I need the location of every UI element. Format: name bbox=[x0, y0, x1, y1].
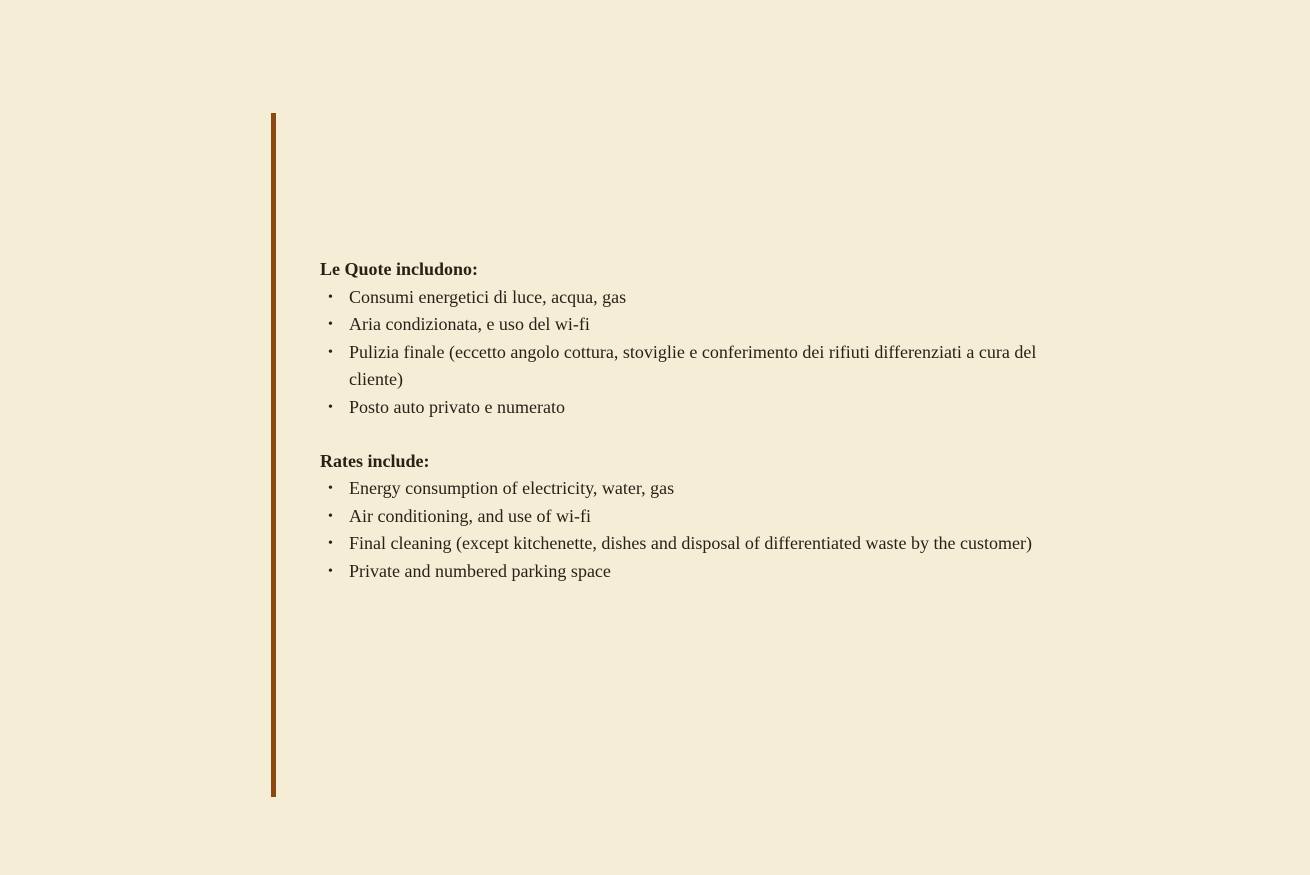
italian-items-list bbox=[320, 284, 1140, 422]
bullet-icon: • bbox=[328, 563, 333, 579]
bullet-icon: • bbox=[328, 508, 333, 524]
list-item bbox=[320, 558, 1140, 586]
accent-bar bbox=[271, 113, 276, 797]
bullet-icon: • bbox=[328, 481, 333, 497]
list-item bbox=[320, 475, 1140, 503]
english-section-title: Rates include: bbox=[320, 450, 430, 471]
list-item bbox=[320, 311, 1140, 339]
list-item-text: Final cleaning (except kitchenette, dishes and disposal of differentiated waste by the customer) bbox=[349, 533, 1032, 554]
list-item bbox=[320, 530, 1129, 558]
bullet-icon: • bbox=[328, 317, 333, 333]
english-items-list bbox=[320, 475, 1140, 585]
rates-content bbox=[320, 256, 1140, 586]
list-item-text: Aria condizionata, e uso del wi-fi bbox=[349, 314, 590, 335]
bullet-icon: • bbox=[328, 399, 333, 415]
list-item-text: Pulizia finale (eccetto angolo cottura, stoviglie e conferimento dei rifiuti differenziati a cura del cliente) bbox=[349, 341, 1037, 390]
list-item-text: Air conditioning, and use of wi-fi bbox=[349, 505, 591, 526]
bullet-icon: • bbox=[328, 536, 333, 552]
list-item-text: Private and numbered parking space bbox=[349, 560, 611, 581]
list-item bbox=[320, 503, 1140, 531]
section-spacer bbox=[320, 422, 1140, 448]
list-item bbox=[320, 284, 1140, 312]
list-item bbox=[320, 339, 1049, 394]
list-item bbox=[320, 394, 1140, 422]
bullet-icon: • bbox=[328, 289, 333, 305]
list-item-text: Consumi energetici di luce, acqua, gas bbox=[349, 286, 627, 307]
bullet-icon: • bbox=[328, 344, 333, 360]
list-item-text: Posto auto privato e numerato bbox=[349, 396, 565, 417]
list-item-text: Energy consumption of electricity, water, gas bbox=[349, 478, 675, 499]
italian-section-title: Le Quote includono: bbox=[320, 259, 479, 279]
